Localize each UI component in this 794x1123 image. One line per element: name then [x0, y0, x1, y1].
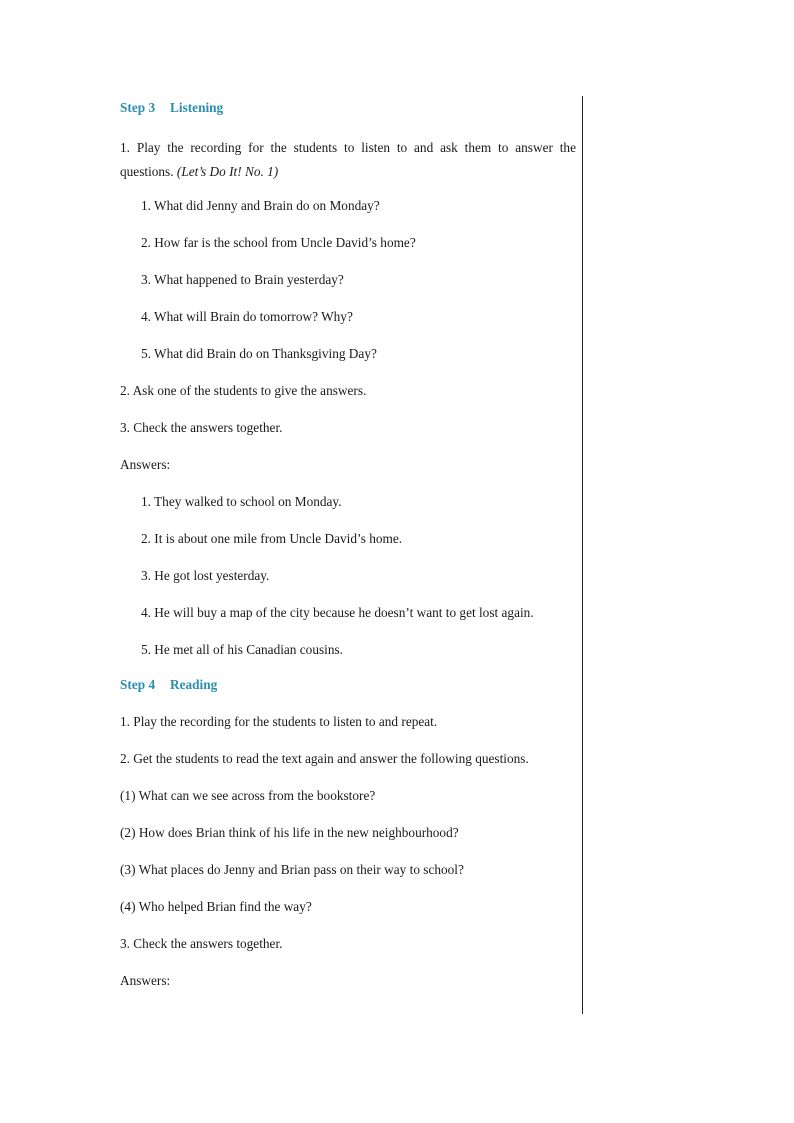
- step3-question-3: 3. What happened to Brain yesterday?: [141, 272, 344, 287]
- step3-answer-1: 1. They walked to school on Monday.: [141, 494, 342, 509]
- step3-instruction-3: 3. Check the answers together.: [120, 420, 283, 435]
- step4-answers-label: Answers:: [120, 973, 171, 988]
- step4-question-1: (1) What can we see across from the bookstore?: [120, 788, 376, 803]
- step3-answers-label: Answers:: [120, 457, 171, 472]
- step4-title: Reading: [170, 677, 218, 692]
- step4-question-3: (3) What places do Jenny and Brian pass on their way to school?: [120, 862, 464, 877]
- step4-instruction-1: 1. Play the recording for the students to listen to and repeat.: [120, 714, 438, 729]
- step3-number: Step 3: [120, 100, 156, 115]
- step3-answer-2: 2. It is about one mile from Uncle David’s home.: [141, 531, 403, 546]
- step3-title: Listening: [170, 100, 224, 115]
- step3-question-4: 4. What will Brain do tomorrow? Why?: [141, 309, 353, 324]
- step3-question-2: 2. How far is the school from Uncle David’s home?: [141, 235, 416, 250]
- step4-question-2: (2) How does Brian think of his life in the new neighbourhood?: [120, 825, 459, 840]
- step4-instruction-2: 2. Get the students to read the text again and answer the following questions.: [120, 751, 529, 766]
- step3-intro: [120, 136, 576, 184]
- lesson-content: [120, 99, 576, 1009]
- step4-question-4: (4) Who helped Brian find the way?: [120, 899, 312, 914]
- step3-question-1: 1. What did Jenny and Brain do on Monday?: [141, 198, 380, 213]
- vertical-rule: [582, 96, 583, 1014]
- step3-answer-4: 4. He will buy a map of the city because he doesn’t want to get lost again.: [141, 605, 534, 620]
- step3-instruction-2: 2. Ask one of the students to give the answers.: [120, 383, 367, 398]
- step3-heading: [120, 99, 576, 119]
- step4-heading: [120, 676, 576, 696]
- step4-number: Step 4: [120, 677, 156, 692]
- step3-answer-5: 5. He met all of his Canadian cousins.: [141, 642, 343, 657]
- step3-question-5: 5. What did Brain do on Thanksgiving Day?: [141, 346, 377, 361]
- step3-intro-text: 1. Play the recording for the students to listen to and ask them to answer the questions.: [120, 140, 576, 179]
- step3-intro-reference: (Let’s Do It! No. 1): [176, 164, 279, 179]
- step4-instruction-3: 3. Check the answers together.: [120, 936, 283, 951]
- step3-answer-3: 3. He got lost yesterday.: [141, 568, 270, 583]
